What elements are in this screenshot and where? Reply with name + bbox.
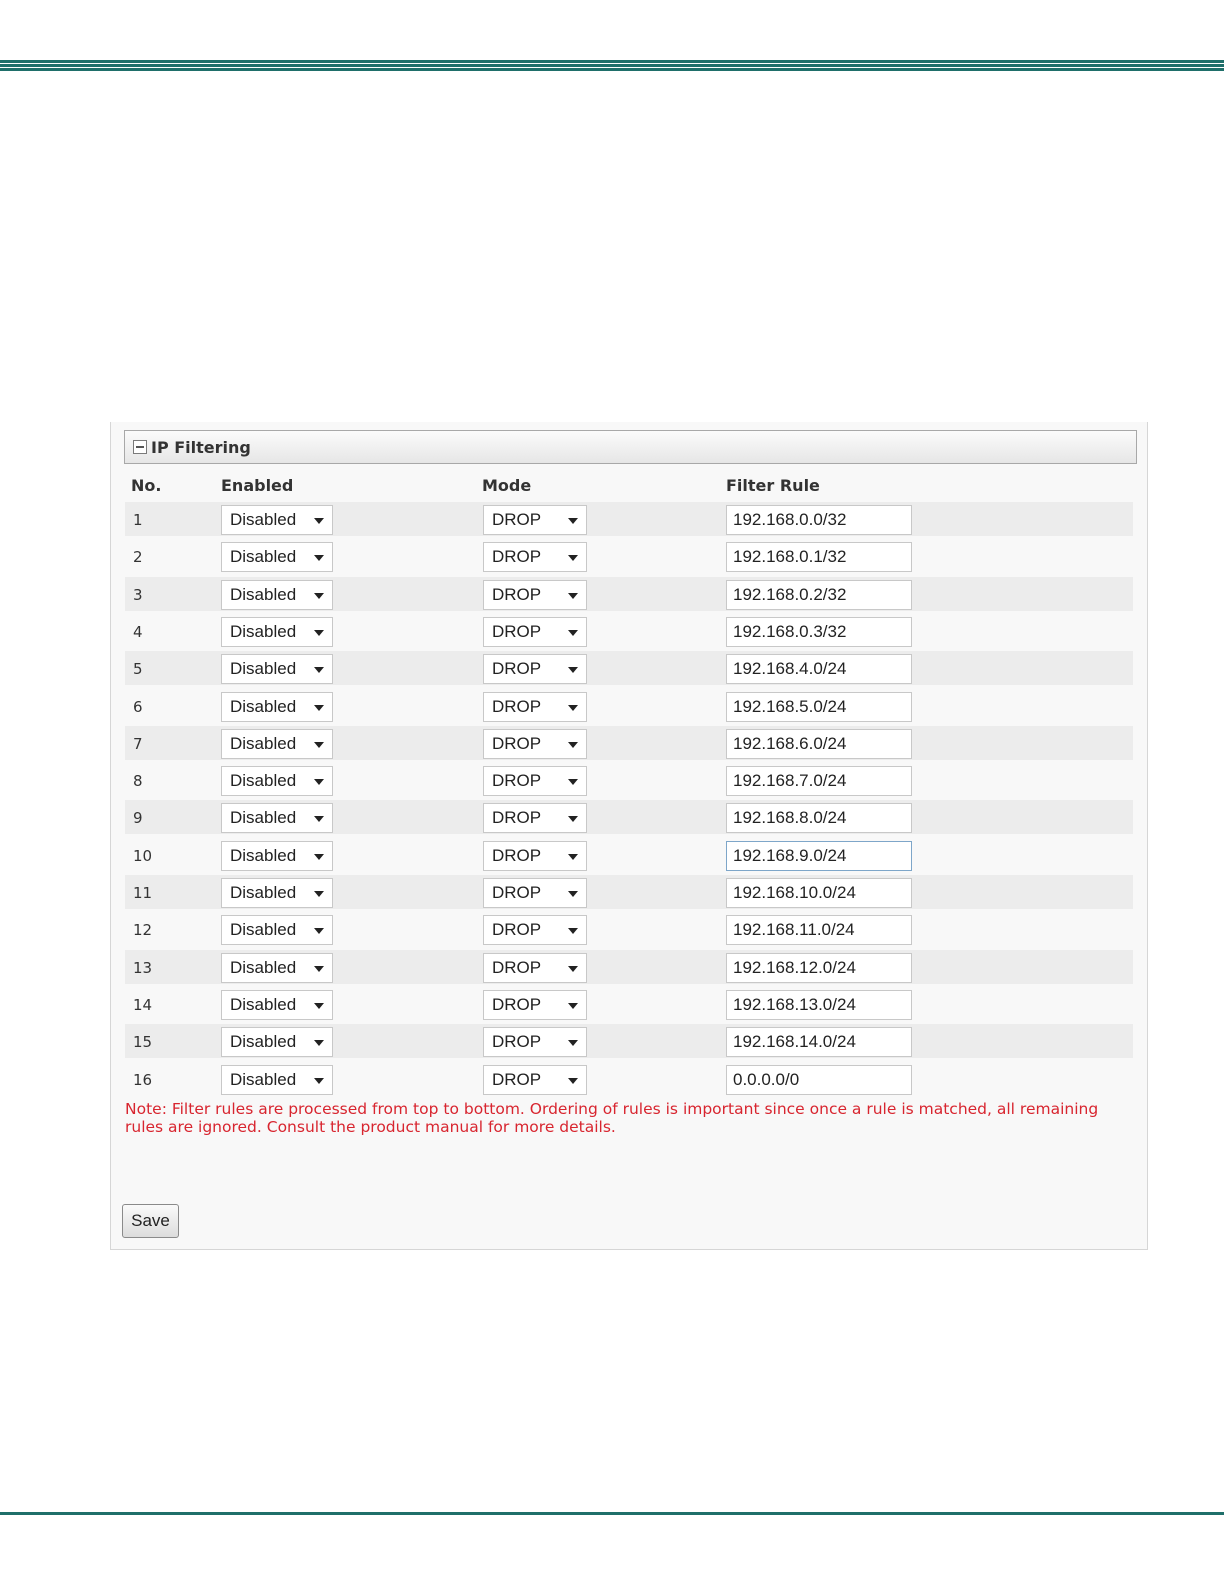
enabled-select-value: Disabled	[230, 547, 297, 566]
table-row	[125, 912, 1133, 946]
enabled-select[interactable]	[221, 617, 333, 647]
mode-select-value: DROP	[492, 883, 542, 902]
table-row	[125, 875, 1133, 909]
enabled-select-value: Disabled	[230, 771, 297, 790]
chevron-down-icon[interactable]	[314, 854, 324, 860]
enabled-select-value: Disabled	[230, 808, 297, 827]
mode-select[interactable]	[483, 1027, 587, 1057]
footer-rule	[0, 1512, 1224, 1515]
chevron-down-icon[interactable]	[314, 555, 324, 561]
table-row	[125, 987, 1133, 1021]
row-number: 14	[133, 996, 153, 1014]
chevron-down-icon[interactable]	[568, 630, 578, 636]
row-number: 4	[133, 623, 143, 641]
enabled-select-value: Disabled	[230, 734, 297, 753]
enabled-select[interactable]	[221, 1065, 333, 1095]
row-number: 3	[133, 586, 143, 604]
mode-select-value: DROP	[492, 585, 542, 604]
enabled-select[interactable]	[221, 841, 333, 871]
enabled-select-value: Disabled	[230, 846, 297, 865]
table-row	[125, 651, 1133, 685]
chevron-down-icon[interactable]	[314, 742, 324, 748]
row-number: 2	[133, 548, 143, 566]
mode-select-value: DROP	[492, 622, 542, 641]
enabled-select-value: Disabled	[230, 585, 297, 604]
panel-title: IP Filtering	[151, 437, 251, 457]
collapse-icon[interactable]	[133, 440, 147, 454]
enabled-select-value: Disabled	[230, 1032, 297, 1051]
table-row	[125, 726, 1133, 760]
table-row	[125, 800, 1133, 834]
row-number: 6	[133, 698, 143, 716]
chevron-down-icon[interactable]	[568, 555, 578, 561]
enabled-select-value: Disabled	[230, 883, 297, 902]
mode-select[interactable]	[483, 953, 587, 983]
chevron-down-icon[interactable]	[314, 779, 324, 785]
mode-select-value: DROP	[492, 697, 542, 716]
chevron-down-icon[interactable]	[568, 1040, 578, 1046]
mode-select[interactable]	[483, 766, 587, 796]
mode-select-value: DROP	[492, 734, 542, 753]
table-row	[125, 1024, 1133, 1058]
mode-select[interactable]	[483, 1065, 587, 1095]
column-header-mode: Mode	[482, 476, 532, 495]
filter-rule-input[interactable]: 192.168.13.0/24	[726, 990, 912, 1020]
chevron-down-icon[interactable]	[568, 667, 578, 673]
chevron-down-icon[interactable]	[314, 518, 324, 524]
column-header-enabled: Enabled	[221, 476, 294, 495]
row-number: 16	[133, 1071, 153, 1089]
chevron-down-icon[interactable]	[314, 966, 324, 972]
chevron-down-icon[interactable]	[568, 891, 578, 897]
chevron-down-icon[interactable]	[314, 630, 324, 636]
enabled-select[interactable]	[221, 580, 333, 610]
row-number: 10	[133, 847, 153, 865]
mode-select-value: DROP	[492, 1070, 542, 1089]
chevron-down-icon[interactable]	[568, 593, 578, 599]
enabled-select[interactable]	[221, 990, 333, 1020]
chevron-down-icon[interactable]	[568, 966, 578, 972]
filter-rule-input[interactable]: 192.168.0.0/32	[726, 505, 912, 535]
chevron-down-icon[interactable]	[568, 705, 578, 711]
enabled-select[interactable]	[221, 692, 333, 722]
mode-select-value: DROP	[492, 920, 542, 939]
chevron-down-icon[interactable]	[568, 1003, 578, 1009]
row-number: 11	[133, 884, 153, 902]
mode-select[interactable]	[483, 729, 587, 759]
enabled-select-value: Disabled	[230, 697, 297, 716]
chevron-down-icon[interactable]	[568, 1078, 578, 1084]
enabled-select-value: Disabled	[230, 510, 297, 529]
row-number: 13	[133, 959, 153, 977]
filter-rule-input[interactable]: 0.0.0.0/0	[726, 1065, 912, 1095]
chevron-down-icon[interactable]	[568, 779, 578, 785]
mode-select-value: DROP	[492, 846, 542, 865]
enabled-select-value: Disabled	[230, 622, 297, 641]
table-row	[125, 763, 1133, 797]
mode-select-value: DROP	[492, 510, 542, 529]
enabled-select-value: Disabled	[230, 1070, 297, 1089]
mode-select[interactable]	[483, 841, 587, 871]
filter-rule-input[interactable]: 192.168.0.3/32	[726, 617, 912, 647]
mode-select[interactable]	[483, 617, 587, 647]
enabled-select[interactable]	[221, 654, 333, 684]
filter-rule-input[interactable]: 192.168.10.0/24	[726, 878, 912, 908]
ip-filtering-panel	[110, 422, 1148, 1250]
table-row	[125, 689, 1133, 723]
mode-select-value: DROP	[492, 995, 542, 1014]
row-number: 15	[133, 1033, 153, 1051]
table-row	[125, 577, 1133, 611]
row-number: 9	[133, 809, 143, 827]
row-number: 7	[133, 735, 143, 753]
row-number: 5	[133, 660, 143, 678]
mode-select-value: DROP	[492, 1032, 542, 1051]
mode-select[interactable]	[483, 915, 587, 945]
row-number: 8	[133, 772, 143, 790]
table-row	[125, 838, 1133, 872]
mode-select[interactable]	[483, 990, 587, 1020]
mode-select[interactable]	[483, 654, 587, 684]
chevron-down-icon[interactable]	[568, 928, 578, 934]
chevron-down-icon[interactable]	[314, 816, 324, 822]
enabled-select[interactable]	[221, 915, 333, 945]
note-text: Note: Filter rules are processed from top to bottom. Ordering of rules is important since once a rule is matched, all remaining rules are ignored. Consult the product manual for more details.	[125, 1100, 1099, 1136]
chevron-down-icon[interactable]	[314, 891, 324, 897]
chevron-down-icon[interactable]	[314, 667, 324, 673]
chevron-down-icon[interactable]	[314, 928, 324, 934]
filter-rule-input[interactable]: 192.168.4.0/24	[726, 654, 912, 684]
table-row	[125, 614, 1133, 648]
column-header-filter-rule: Filter Rule	[726, 476, 820, 495]
filter-rule-input[interactable]: 192.168.8.0/24	[726, 803, 912, 833]
mode-select-value: DROP	[492, 808, 542, 827]
chevron-down-icon[interactable]	[314, 1003, 324, 1009]
enabled-select-value: Disabled	[230, 920, 297, 939]
enabled-select[interactable]	[221, 542, 333, 572]
enabled-select[interactable]	[221, 1027, 333, 1057]
filter-rule-input[interactable]: 192.168.11.0/24	[726, 915, 912, 945]
enabled-select[interactable]	[221, 878, 333, 908]
mode-select[interactable]	[483, 803, 587, 833]
chevron-down-icon[interactable]	[314, 593, 324, 599]
mode-select-value: DROP	[492, 771, 542, 790]
filter-rule-input[interactable]: 192.168.0.2/32	[726, 580, 912, 610]
enabled-select[interactable]	[221, 505, 333, 535]
column-header-no: No.	[131, 476, 162, 495]
mode-select[interactable]	[483, 878, 587, 908]
enabled-select-value: Disabled	[230, 659, 297, 678]
mode-select[interactable]	[483, 505, 587, 535]
table-row	[125, 502, 1133, 536]
table-row	[125, 1062, 1133, 1096]
chevron-down-icon[interactable]	[568, 742, 578, 748]
mode-select[interactable]	[483, 542, 587, 572]
mode-select-value: DROP	[492, 547, 542, 566]
panel-header[interactable]	[124, 430, 1137, 464]
filter-rule-input[interactable]: 192.168.7.0/24	[726, 766, 912, 796]
chevron-down-icon[interactable]	[314, 705, 324, 711]
filter-rule-input[interactable]: 192.168.0.1/32	[726, 542, 912, 572]
save-button[interactable]: Save	[122, 1204, 179, 1238]
row-number: 1	[133, 511, 143, 529]
enabled-select[interactable]	[221, 729, 333, 759]
enabled-select[interactable]	[221, 803, 333, 833]
table-row	[125, 539, 1133, 573]
header-rule	[0, 60, 1224, 72]
enabled-select[interactable]	[221, 953, 333, 983]
filter-rule-input[interactable]: 192.168.9.0/24	[726, 841, 912, 871]
mode-select-value: DROP	[492, 958, 542, 977]
table-row	[125, 950, 1133, 984]
chevron-down-icon[interactable]	[568, 854, 578, 860]
enabled-select-value: Disabled	[230, 995, 297, 1014]
chevron-down-icon[interactable]	[314, 1078, 324, 1084]
filter-rule-input[interactable]: 192.168.14.0/24	[726, 1027, 912, 1057]
enabled-select-value: Disabled	[230, 958, 297, 977]
filter-rule-input[interactable]: 192.168.6.0/24	[726, 729, 912, 759]
chevron-down-icon[interactable]	[314, 1040, 324, 1046]
filter-rule-input[interactable]: 192.168.5.0/24	[726, 692, 912, 722]
chevron-down-icon[interactable]	[568, 816, 578, 822]
chevron-down-icon[interactable]	[568, 518, 578, 524]
row-number: 12	[133, 921, 153, 939]
mode-select[interactable]	[483, 692, 587, 722]
mode-select-value: DROP	[492, 659, 542, 678]
mode-select[interactable]	[483, 580, 587, 610]
enabled-select[interactable]	[221, 766, 333, 796]
filter-rule-input[interactable]: 192.168.12.0/24	[726, 953, 912, 983]
